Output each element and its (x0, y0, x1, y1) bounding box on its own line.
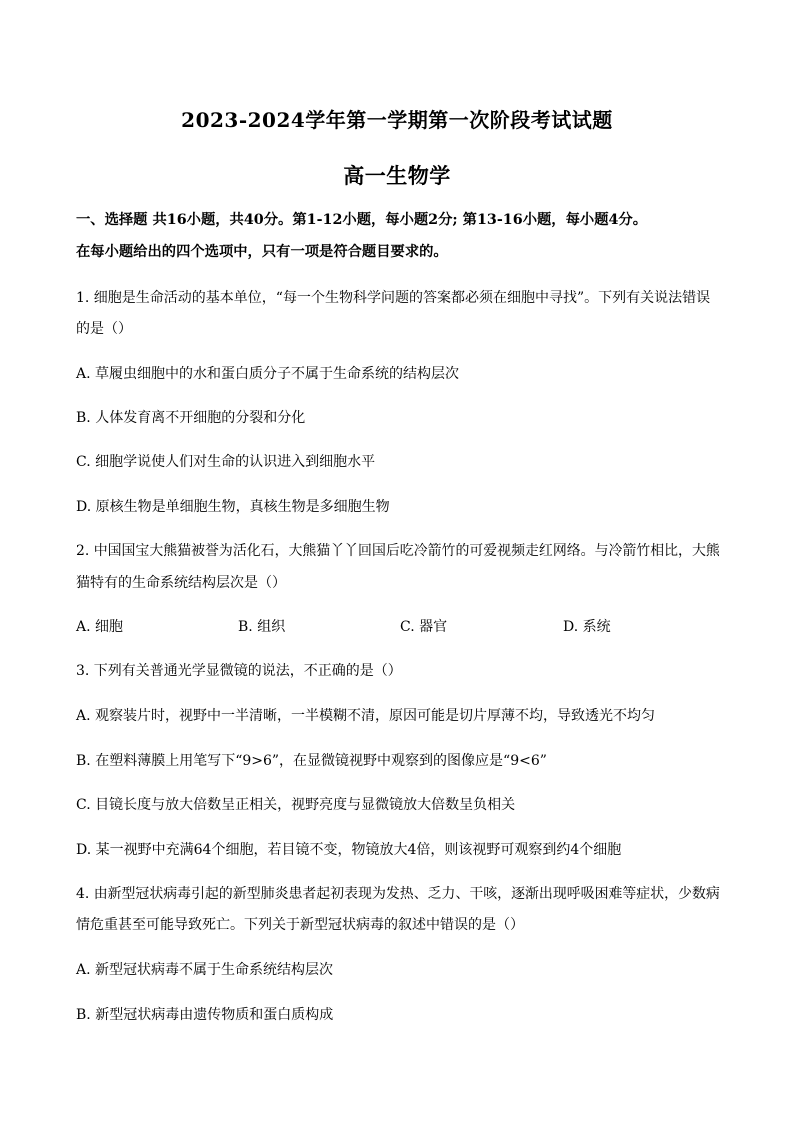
question-4-stem-line2: 情危重甚至可能导致死亡。下列关于新型冠状病毒的叙述中错误的是（） (76, 917, 524, 933)
question-1-stem-line2: 的是（） (76, 321, 132, 337)
section-instructions-line2: 在每小题给出的四个选项中，只有一项是符合题目要求的。 (76, 244, 448, 260)
question-1-option-a: A. 草履虫细胞中的水和蛋白质分子不属于生命系统的结构层次 (76, 366, 460, 382)
question-2-option-c: C. 器官 (400, 619, 448, 635)
exam-title: 2023-2024学年第一学期第一次阶段考试试题 (181, 108, 613, 132)
question-2-option-a: A. 细胞 (76, 619, 124, 635)
question-3-option-a: A. 观察装片时，视野中一半清晰，一半模糊不清，原因可能是切片厚薄不均，导致透光不均匀 (76, 708, 656, 724)
question-4-option-b: B. 新型冠状病毒由遗传物质和蛋白质构成 (76, 1007, 334, 1023)
question-1-option-c: C. 细胞学说使人们对生命的认识进入到细胞水平 (76, 454, 376, 470)
subject-title: 高一生物学 (343, 163, 451, 188)
question-1-option-d: D. 原核生物是单细胞生物，真核生物是多细胞生物 (76, 499, 390, 515)
question-2-stem-line2: 猫特有的生命系统结构层次是（） (76, 575, 286, 591)
question-4-option-a: A. 新型冠状病毒不属于生命系统结构层次 (76, 962, 334, 978)
question-2-option-d: D. 系统 (563, 619, 611, 635)
question-4-stem-line1: 4. 由新型冠状病毒引起的新型肺炎患者起初表现为发热、乏力、干咳，逐渐出现呼吸困难等症状，少数病 (76, 886, 720, 902)
question-1-stem-line1: 1. 细胞是生命活动的基本单位，“每一个生物科学问题的答案都必须在细胞中寻找”。下列有关说法错误 (76, 290, 711, 306)
question-2-option-b: B. 组织 (238, 619, 286, 635)
question-3-stem: 3. 下列有关普通光学显微镜的说法，不正确的是（） (76, 663, 402, 679)
question-3-option-d: D. 某一视野中充满64个细胞，若目镜不变，物镜放大4倍，则该视野可观察到约4个细胞 (76, 842, 622, 858)
question-3-option-c: C. 目镜长度与放大倍数呈正相关，视野亮度与显微镜放大倍数呈负相关 (76, 797, 516, 813)
section-instructions-line1: 一、选择题 共16小题，共40分。第1-12小题，每小题2分; 第13-16小题，每小题4分。 (76, 212, 648, 228)
question-3-option-b: B. 在塑料薄膜上用笔写下“9>6”，在显微镜视野中观察到的图像应是“9<6” (76, 753, 547, 769)
question-2-stem-line1: 2. 中国国宝大熊猫被誉为活化石，大熊猫丫丫回国后吃冷箭竹的可爱视频走红网络。与冷箭竹相比，大熊 (76, 543, 720, 559)
question-1-option-b: B. 人体发育离不开细胞的分裂和分化 (76, 410, 306, 426)
